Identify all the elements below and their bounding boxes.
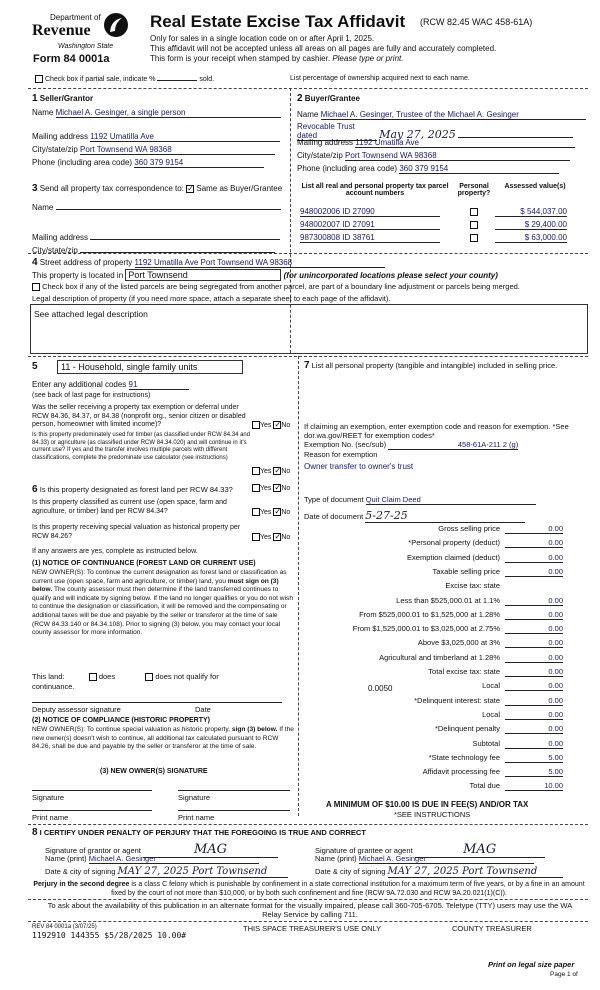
grantee-signature[interactable]: MAG	[415, 842, 545, 858]
calc-value-field[interactable]: 0.00	[505, 739, 563, 749]
accessibility-notice: To ask about the availability of this publication in an alternate format for the visually impaired, please call 360-705-6705. Teletype (TTY) users may use the WA Relay Service by calling 711.	[47, 901, 573, 919]
calc-label: Taxable selling price	[432, 566, 500, 576]
calc-value-field[interactable]: 5.00	[505, 767, 563, 777]
buyer-city-row: City/state/zip Port Townsend WA 98368	[297, 151, 570, 161]
calc-row	[300, 624, 570, 635]
partial-sale-label: Check box if partial sale, indicate %	[44, 75, 156, 83]
if-yes-note: If any answers are yes, complete as instructed below.	[32, 548, 198, 555]
seller-city-row: City/state/zip Port Townsend WA 98368	[32, 145, 275, 155]
doc-type-row: Type of document Quit Claim Deed	[304, 495, 536, 505]
corr-heading: 3 Send all property tax correspondence to: ✓ Same as Buyer/Grantee	[32, 183, 283, 194]
historic-yes-no: Yes ✓No	[252, 533, 290, 541]
calc-row	[300, 781, 570, 792]
legal-description-box[interactable]	[30, 304, 588, 354]
calc-value-field[interactable]: 0.00	[505, 524, 563, 534]
partial-sale-checkbox[interactable]	[35, 75, 43, 83]
page-number: Page 1 of	[550, 971, 578, 978]
q4-yes-checkbox[interactable]	[252, 508, 260, 516]
treasurer-stamp: 1192910 144355 $5/28/2025 10.00#	[32, 931, 187, 940]
q2-no-checkbox[interactable]: ✓	[274, 466, 282, 475]
calc-row	[300, 581, 570, 592]
additional-codes-row: Enter any additional codes 91	[32, 380, 189, 390]
does-not-checkbox[interactable]	[145, 673, 153, 681]
revision-label: REV 84 0001a (3/07/25)	[32, 924, 97, 930]
calc-label: *Delinquent interest: state	[414, 695, 500, 705]
doc-date-row: Date of document 5-27-25	[304, 509, 525, 523]
timber-question: Is this property predominately used for timber (as classified under RCW 84.34 and 84.33) or agriculture (as classified under RCW 84.34.020) and will continue in it's current use? If yes and the transfer involves multiple parcels with different classifications, complete the predominate use calculator (see instructions)	[32, 432, 251, 461]
calc-value-field[interactable]: 0.00	[505, 567, 563, 577]
assessed-value-field[interactable]: $ 544,037.00	[495, 207, 567, 217]
timber-yes-no: Yes ✓No	[252, 467, 290, 475]
q3-yes-checkbox[interactable]	[252, 484, 260, 492]
buyer-phone-field[interactable]: 360 379 9154	[399, 164, 559, 174]
calc-value-field[interactable]: 0.00	[505, 724, 563, 734]
q2-yes-checkbox[interactable]	[252, 467, 260, 475]
seller-phone-field[interactable]: 360 379 9154	[134, 158, 264, 168]
new-owner-sig-title: (3) NEW OWNER(S) SIGNATURE	[100, 768, 208, 775]
grantor-name-field[interactable]: Michael A. Gesinger	[89, 854, 259, 864]
calc-row	[300, 553, 570, 564]
exemption-question: Was the seller receiving a property tax exemption or deferral under RCW 84.36, 84.37, or 84.38 (nonprofit org., senior citizen or disabled person, homeowner with limited income)?	[32, 404, 246, 428]
segregation-checkbox[interactable]	[32, 283, 40, 291]
parcel-row	[300, 207, 580, 218]
calc-label: From $1,525,000.01 to $3,025,000 at 2.75%	[352, 624, 500, 634]
calc-label: Gross selling price	[438, 524, 500, 533]
logo-state: Washington State	[58, 43, 114, 50]
calc-row	[300, 524, 570, 535]
corr-city-row: City/state/zip	[32, 243, 275, 255]
calc-value-field[interactable]: 5.00	[505, 753, 563, 763]
seller-heading: 1 Seller/Grantor	[32, 93, 94, 104]
calc-row	[300, 538, 570, 549]
calc-row	[300, 638, 570, 649]
calc-row	[300, 596, 570, 607]
notice-compliance-text: NEW OWNER(S): To continue special valuation as historic property, sign (3) below. If the new owner(s) doesn't wish to continue, all additional tax calculated pursuant to RCW 84.26, shall be due and payable by the seller or transferor at the time of sale.	[32, 726, 294, 751]
partial-sale	[35, 75, 214, 83]
see-instructions: *SEE INSTRUCTIONS	[394, 810, 471, 819]
calc-label: *State technology fee	[428, 752, 500, 762]
calc-label: Above $3,025,000 at 3%	[417, 638, 500, 648]
calc-value-field[interactable]: 0.00	[505, 553, 563, 563]
calc-row	[300, 710, 570, 721]
land-use-select[interactable]: 11 - Household, single family units	[57, 360, 243, 374]
additional-codes-field[interactable]: 91	[129, 380, 189, 390]
buyer-mail-field[interactable]: 1192 Umatilla Ave	[355, 138, 575, 148]
personal-property-checkbox[interactable]	[470, 221, 478, 229]
same-as-buyer-label: Same as Buyer/Grantee	[196, 184, 283, 193]
sec7-text: 7 List all personal property (tangible and intangible) included in selling price.	[304, 360, 558, 371]
calc-value-field[interactable]: 0.00	[505, 710, 563, 720]
legal-size-note: Print on legal size paper	[488, 960, 575, 969]
seller-mail-row: Mailing address 1192 Umatilla Ave	[32, 132, 280, 142]
sec5-num: 5	[32, 361, 38, 372]
owner-sig-label-1: Signature	[32, 793, 65, 802]
buyer-heading: 2 Buyer/Grantee	[297, 93, 360, 104]
calc-label: Exemption claimed (deduct)	[407, 552, 500, 562]
continuance-label: continuance.	[32, 682, 75, 691]
logo-revenue: Revenue	[32, 22, 91, 39]
assessed-value-field[interactable]: $ 63,000.00	[495, 233, 567, 243]
calc-label: Local	[482, 681, 500, 691]
county-treasurer-label: COUNTY TREASURER	[452, 924, 532, 933]
owner-print-label-2: Print name	[178, 813, 215, 822]
grantee-date-field[interactable]: MAY 27, 2025 Port Townsend	[388, 866, 563, 878]
owner-sig-label-2: Signature	[178, 793, 211, 802]
personal-property-checkbox[interactable]	[470, 234, 478, 242]
q1-no-checkbox[interactable]: ✓	[274, 420, 282, 429]
buyer-city-field[interactable]: Port Townsend WA 98368	[345, 151, 570, 161]
seller-name-row: Name Michael A. Gesinger, a single person	[32, 108, 282, 118]
minimum-note: A MINIMUM OF $10.00 IS DUE IN FEE(S) AND/OR TAX	[326, 800, 529, 809]
seller-mail-field[interactable]: 1192 Umatilla Ave	[90, 132, 280, 142]
grantee-date-row: Date & city of signing MAY 27, 2025 Port Townsend	[315, 866, 563, 878]
calc-row	[300, 610, 570, 621]
corr-city-field[interactable]	[80, 243, 275, 253]
calc-row	[300, 753, 570, 764]
q5-no-checkbox[interactable]: ✓	[274, 532, 282, 541]
calc-value-field[interactable]: 0.00	[505, 681, 563, 691]
corr-mail-field[interactable]	[90, 230, 280, 240]
located-select[interactable]: Port Townsend	[125, 269, 281, 281]
same-as-buyer-checkbox[interactable]: ✓	[187, 183, 194, 193]
segregation-row: Check box if any of the listed parcels are being segregated from another parcel, are part of a boundary line adjustment or parcels being merged.	[32, 282, 520, 291]
codes-note: (see back of last page for instructions)	[32, 392, 151, 399]
seller-phone-row: Phone (including area code) 360 379 9154	[32, 158, 264, 168]
forest-question: 6 Is this property designated as forest land per RCW 84.33?	[32, 484, 233, 495]
seller-city-field[interactable]: Port Townsend WA 98368	[80, 145, 275, 155]
calc-row	[300, 667, 570, 678]
header-line-2: This affidavit will not be accepted unless all areas on all pages are fully and accurately completed.	[150, 44, 497, 53]
calc-row	[300, 681, 570, 692]
treasurer-use-label: THIS SPACE TREASURER'S USE ONLY	[243, 924, 382, 933]
parcel-row	[300, 220, 580, 231]
calc-value-field[interactable]: 0.00	[505, 667, 563, 677]
ownership-note: List percentage of ownership acquired next to each name.	[290, 75, 470, 82]
logo-mark-icon	[103, 12, 129, 38]
located-note: (for unincorporated locations please select your county)	[283, 271, 498, 280]
calc-label: Affidavit processing fee	[422, 767, 500, 777]
q4-no-checkbox[interactable]: ✓	[274, 507, 282, 516]
calc-label: Agricultural and timberland at 1.28%	[379, 652, 500, 662]
exemption-yes-no: Yes ✓No	[252, 421, 290, 429]
grantor-date-field[interactable]: MAY 27, 2025 Port Townsend	[118, 866, 288, 878]
form-statute: (RCW 82.45 WAC 458-61A)	[420, 17, 533, 27]
grantee-sig-row: Signature of grantee or agent MAG	[315, 842, 545, 858]
legal-label: Legal description of property (if you need more space, attach a separate sheet to each page of the affidavit).	[32, 294, 391, 303]
exemption-no-row: Exemption No. (sec/sub) 458-61A-211 2 (g)	[304, 440, 519, 449]
grantor-date-row: Date & city of signing MAY 27, 2025 Port Townsend	[45, 866, 288, 878]
street-field[interactable]: 1192 Umatilla Ave Port Townsend WA 98368	[135, 258, 385, 268]
logo-dept: Department of	[50, 13, 101, 22]
calc-value-field[interactable]: 10.00	[505, 781, 563, 791]
owner-print-label-1: Print name	[32, 813, 69, 822]
does-checkbox[interactable]	[89, 673, 97, 681]
form-number: Form 84 0001a	[33, 53, 110, 65]
grantee-name-row: Name (print) Michael A. Gesinger	[315, 854, 534, 864]
parcel-number-field[interactable]: 948002006 ID 27090	[300, 207, 440, 217]
calc-value-field[interactable]: 0.00	[505, 653, 563, 663]
calc-row	[300, 767, 570, 778]
corr-mail-row: Mailing address	[32, 230, 280, 242]
seller-name-field[interactable]: Michael A. Gesinger, a single person	[56, 108, 281, 118]
current-use-yes-no: Yes ✓No	[252, 508, 290, 516]
grantor-name-row: Name (print) Michael A. Gesinger	[45, 854, 259, 864]
legal-description-text: See attached legal description	[34, 309, 148, 319]
calc-label: Total excise tax: state	[428, 667, 500, 676]
corr-name-row: Name	[32, 200, 281, 212]
sold-label: sold.	[199, 75, 215, 83]
deputy-date-label: Date	[195, 705, 211, 714]
assessed-value-field[interactable]: $ 29,400.00	[495, 220, 567, 230]
historic-question: Is this property receiving special valuation as historical property per RCW 84.26?	[32, 524, 241, 540]
reason-field[interactable]: Owner transfer to owner's trust	[304, 462, 414, 471]
header-line-3	[150, 54, 403, 63]
form-title: Real Estate Excise Tax Affidavit	[150, 12, 406, 31]
calc-label: *Personal property (deduct)	[408, 538, 500, 548]
calc-row	[300, 739, 570, 750]
calc-label: Less than $525,000.01 at 1.1%	[396, 595, 500, 605]
reason-label: Reason for exemption	[304, 450, 378, 459]
calc-value-field[interactable]: 0.00	[505, 596, 563, 606]
calc-row	[300, 653, 570, 664]
local-rate: 0.0050	[368, 684, 393, 693]
buyer-name-field-2[interactable]: Revocable Trust dated	[297, 122, 377, 141]
perjury-notice: Perjury in the second degree is a class C felony which is punishable by confinement in a state correctional institution for a maximum term of five years, or by a fine in an amount fixed by the court of not more than $10,000, or by both such confinement and fine (RCW 9A.72.030 and RCW 9A.20.021(1)(C)).	[33, 881, 585, 897]
doc-date-field[interactable]: 5-27-25	[365, 509, 525, 523]
certify-heading: 8 I CERTIFY UNDER PENALTY OF PERJURY THAT THE FOREGOING IS TRUE AND CORRECT	[32, 827, 366, 838]
buyer-mail-row: Mailing address 1192 Umatilla Ave	[297, 138, 575, 148]
q1-yes-checkbox[interactable]	[252, 421, 260, 429]
parcel-header-personal: Personal property?	[457, 183, 491, 197]
calc-row	[300, 567, 570, 578]
calc-row	[300, 696, 570, 707]
located-row: This property is located in Port Townsend (for unincorporated locations please select your county)	[32, 270, 498, 280]
notice-compliance-title: (2) NOTICE OF COMPLIANCE (HISTORIC PROPERTY)	[32, 717, 210, 724]
buyer-name-row: Name Michael A. Gesinger, Trustee of the Michael A. Gesinger	[297, 110, 586, 120]
grantor-sig-row: Signature of grantor or agent MAG	[45, 842, 278, 858]
grantor-signature[interactable]: MAG	[143, 842, 278, 858]
calc-label: Excise tax: state	[445, 581, 500, 591]
parcel-number-field[interactable]: 948002007 ID 27091	[300, 220, 440, 230]
q3-no-checkbox[interactable]: ✓	[274, 483, 282, 492]
calc-value-field[interactable]: 0.00	[505, 624, 563, 634]
parcel-row	[300, 233, 580, 244]
forest-yes-no: Yes ✓No	[252, 484, 290, 492]
calc-label: Total due	[469, 781, 500, 791]
current-use-question: Is this property classified as current use (open space, farm and agriculture, or timber) land per RCW 84.34?	[32, 499, 227, 515]
parcel-number-field[interactable]: 987300808 ID 38761	[300, 233, 440, 243]
type-print-text: Please type or print.	[332, 54, 404, 63]
corr-name-field[interactable]	[56, 200, 281, 210]
exemption-no-field[interactable]: 458-61A-211 2 (g)	[388, 440, 518, 450]
receipt-text: This form is your receipt when stamped by cashier.	[150, 54, 331, 63]
q5-yes-checkbox[interactable]	[252, 533, 260, 541]
calc-label: *Delinquent penalty	[434, 724, 500, 734]
notice-continuance-text: NEW OWNER(S): To continue the current designation as forest land or classification as current use (open space, farm and agriculture, or timber) land, you must sign on (3) below. The county assessor must then determine if the land transferred continues to qualify and will indicate by signing below. If the land no longer qualifies or you do not wish to continue the designation or classification, it will be removed and the compensating or additional taxes will be due and payable by the seller or transferor at the time of sale (RCW 84.33.140 or 84.34.108). Prior to signing (3) below, you may contact your local county assessor for more information.	[32, 569, 293, 637]
buyer-name-field-1[interactable]: Michael A. Gesinger, Trustee of the Michael A. Gesinger	[321, 110, 586, 120]
grantee-name-field[interactable]: Michael A. Gesinger	[359, 854, 534, 864]
parcel-header-value: Assessed value(s)	[504, 183, 566, 190]
calc-value-field[interactable]: 0.00	[505, 610, 563, 620]
street-row: 4 Street address of property 1192 Umatilla Ave Port Townsend WA 98368	[32, 257, 385, 268]
parcel-header-numbers: List all real and personal property tax parcel account numbers	[301, 183, 449, 197]
trust-date-handwritten: May 27, 2025	[379, 128, 456, 141]
calc-value-field[interactable]: 0.00	[505, 696, 563, 706]
land-qualifies-row: This land: does does not qualify for	[32, 672, 219, 681]
header-line-1: Only for sales in a single location code on or after April 1, 2025.	[150, 34, 375, 43]
calc-value-field[interactable]: 0.00	[505, 638, 563, 648]
calc-label: Subtotal	[472, 738, 500, 748]
exemption-text: If claiming an exemption, enter exemption code and reason for exemption. *See dor.wa.gov/REET for exemption codes*	[304, 422, 569, 440]
calc-label: Local	[482, 709, 500, 719]
calc-row	[300, 724, 570, 735]
deputy-sig-label: Deputy assessor signature	[32, 705, 121, 714]
buyer-phone-row: Phone (including area code) 360 379 9154	[297, 164, 559, 174]
personal-property-checkbox[interactable]	[470, 208, 478, 216]
notice-continuance-title: (1) NOTICE OF CONTINUANCE (FOREST LAND OR CURRENT USE)	[32, 560, 256, 567]
calc-value-field[interactable]: 0.00	[505, 538, 563, 548]
doc-type-field[interactable]: Quit Claim Deed	[366, 495, 536, 505]
calc-label: From $525,000.01 to $1,525,000 at 1.28%	[359, 609, 500, 619]
